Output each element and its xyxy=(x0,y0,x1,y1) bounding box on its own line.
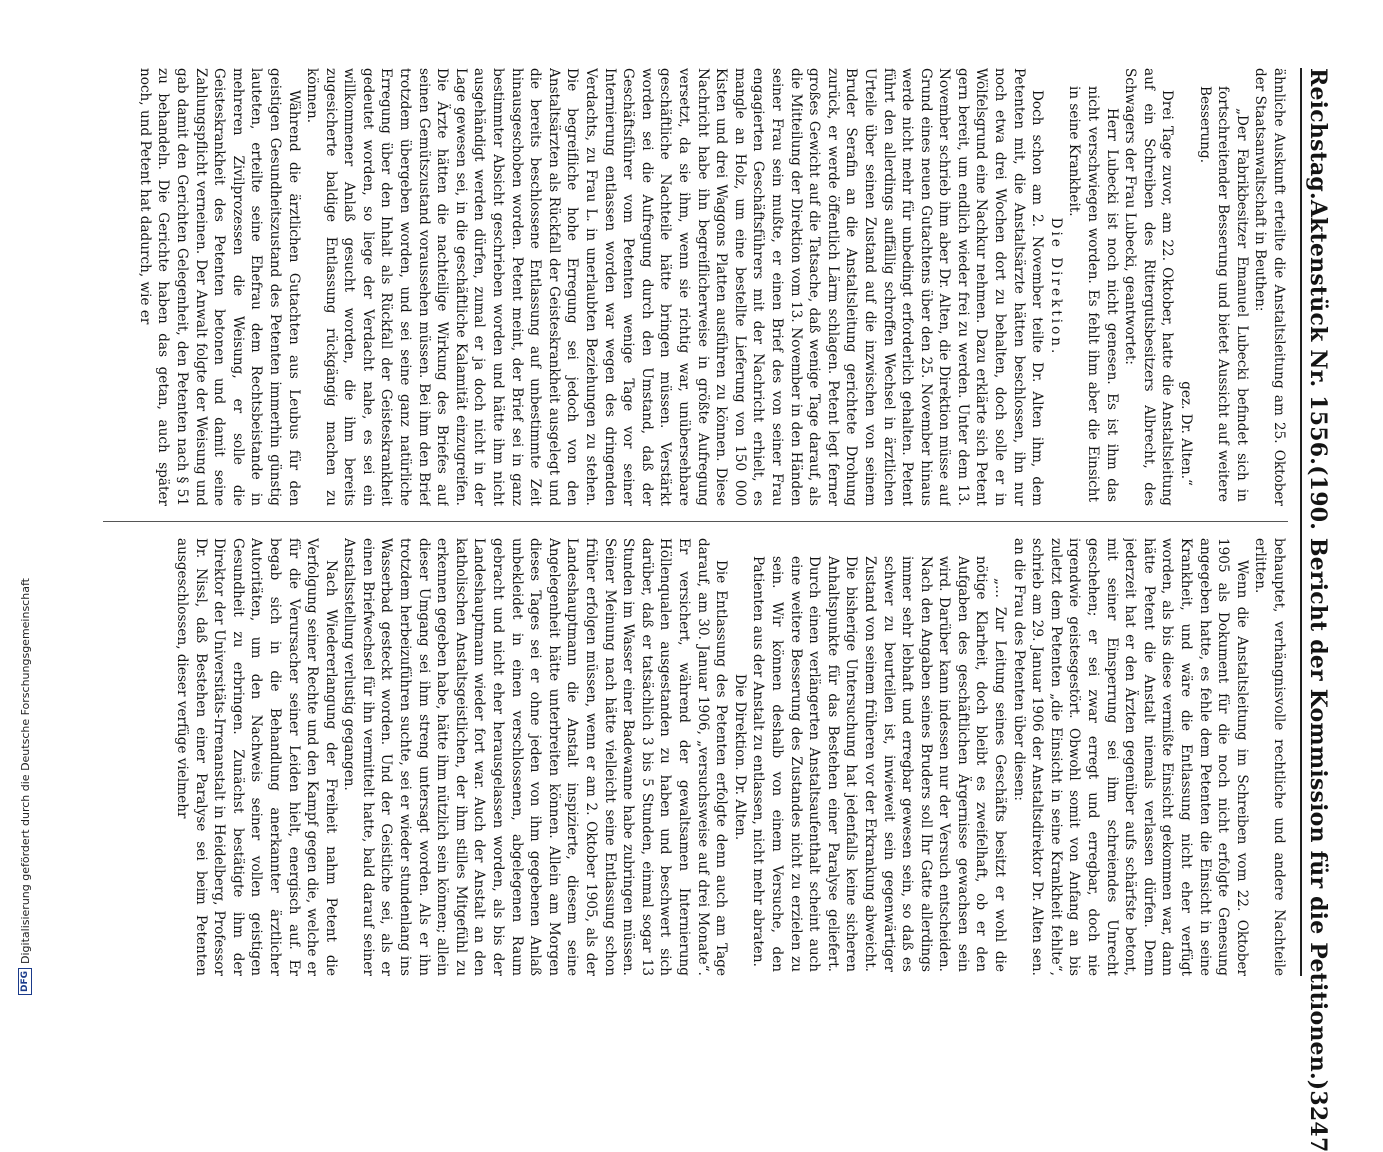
paragraph: ähnliche Auskunft erteilte die Anstaltsleitung am 25. Oktober der Staatsanwaltschaft in Beuthen: xyxy=(1252,68,1287,506)
credit-text: Digitalisierung gefördert durch die Deutsche Forschungsgemeinschaft xyxy=(18,578,32,964)
header-left: Reichstag. xyxy=(1305,68,1331,200)
paragraph: Herr Lubecki ist noch nicht genesen. Es ist ihm das nicht verschwiegen worden. Es fehlt ihm aber die Einsicht in seine Krankheit. xyxy=(1066,86,1120,502)
dfg-logo-icon: DFG xyxy=(18,968,32,995)
paragraph: „... Zur Leitung seines Geschäfts besitzt er wohl die nötige Klarheit, doch bleibt es zweifelhaft, ob er den Aufgaben des geschäftlichen Ärgernisse gewachsen sein wird. Darüber kann indessen nur der Versuch entscheiden. Nach den Angaben seines Bruders soll Ihr Gatte allerdings immer sehr lebhaft und erregbar gewesen sein, so daß es schwer zu beurteilen ist, inwieweit sein gegenwärtiger Zustand von seinem früheren vor der Erkrankung abweicht. Die bisherige Untersuchung hat jedenfalls keine sicheren Anhaltspunkte für das Bestehen einer Paralyse geliefert. Durch einen verlängerten Anstaltsaufenthalt scheint auch eine weitere Besserung des Zustandes nicht zu erzielen zu sein. Wir können deshalb von einem Versuche, den Patienten aus der Anstalt zu entlassen, nicht mehr abraten. xyxy=(750,556,1009,972)
paragraph: Wenn die Anstaltsleitung im Schreiben vom 22. Oktober 1905 als Dokument für die noch nicht erfolgte Genesung angegeben hatte, es fehle dem Petenten die Einsicht in seine Krankheit, und wäre die Entlassung nicht eher verfügt worden, als bis diese vermißte Einsicht gekommen war, dann hätte Petent die Anstalt niemals verlassen dürfen. Denn jederzeit hat er den Ärzten gegenüber aufs schärfste betont, mit seiner Einsperrung sei ihm schreiendes Unrecht geschehen; er sei zwar erregt und erregbar, doch nie irgendwie geistesgestört. Obwohl somit von Anfang an bis zuletzt dem Petenten „die Einsicht in seine Krankheit fehlte“, schrieb am 29. Januar 1906 der Anstaltsdirektor Dr. Alten sen. an die Frau des Petenten über diesen: xyxy=(1010,538,1250,976)
text-columns xyxy=(103,68,1288,976)
page-number: 3247 xyxy=(1305,1090,1331,1152)
paragraph: Die Direktion. Dr. Alten. xyxy=(731,673,748,841)
paragraph: gez. Dr. Alten.“ xyxy=(1178,381,1195,486)
header-right: (190. Bericht der Kommission für die Petitionen.) xyxy=(1305,465,1331,1091)
paragraph: Die Direktion. xyxy=(1047,217,1064,357)
paragraph: Die Entlassung des Petenten erfolgte denn auch am Tage darauf, am 30. Januar 1906, „versuchsweise auf drei Monate“. Er versichert, während der gewaltsamen Internierung Höllenqualen ausgestanden zu haben und beschwert sich darüber, daß er tatsächlich 3 bis 5 Stunden, einmal sogar 13 Stunden im Wasser einer Badewanne habe zubringen müssen. Seiner Meinung nach hätte vielleicht seine Entlassung schon früher erfolgen müssen, wenn er am 2. Oktober 1905, als der Landeshauptmann die Anstalt inspizierte, diesem seine Angelegenheit hätte unterbreiten können. Allein am Morgen dieses Tages sei er ohne jeden von ihm gegebenen Anlaß unbekleidet in einen verschlossenen, abgelegenen Raum gebracht und nicht eher herausgelassen worden, als bis der Landeshauptmann wieder fort war. Auch der Anstalt an den katholischen Anstaltsgeistlichen, der ihm stilles Mitgefühl zu erkennen gegeben habe, hätte ihm nützlich sein können; allein dieser Umgang sei ihm streng untersagt worden. Als er ihn trotzdem herbeizuführen suchte, sei er wieder stundenlang ins Wasserbad gesteckt worden. Und der Geistliche sei, als er einen Briefwechsel für ihn vermittelt hatte, bald darauf seiner Anstaltsstellung verlustig gegangen. xyxy=(341,538,730,976)
rotated-page-content xyxy=(95,68,1340,1152)
column-right xyxy=(103,538,1288,976)
paragraph: Doch schon am 2. November teilte Dr. Alten ihm, dem Petenten mit, die Anstaltsärzte hätten beschlossen, ihn nur noch etwa drei Wochen dort zu behalten, doch solle er in Wölfelsgrund eine Nachkur nehmen. Dazu erklärte sich Petent gern bereit, um endlich wieder frei zu werden. Unter dem 13. November schrieb ihm aber Dr. Alten, die Direktion müsse auf Grund eines neuen Gutachtens über den 25. November hinaus werde nicht mehr für unbedingt erforderlich gehalten. Petent führt den allerdings auffällig schroffen Wechsel in ärztlichen Urteile über seinen Zustand auf die inzwischen von seinem Bruder Serafin an die Anstaltsleitung gerichtete Drohung zurück, er werde öffentlich Lärm schlagen. Petent legt ferner großes Gewicht auf die Tatsache, daß wenige Tage darauf, als die Mitteilung der Direktion vom 13. November in den Händen seiner Frau sein mußte, er einen Brief des von seiner Frau engagierten Geschäftsführers mit der Nachricht erhielt, es mangle an Holz, um eine bestellte Lieferung von 150 000 Kisten und drei Waggons Platten ausführen zu können. Diese Nachricht habe ihn begreiflicherweise in größte Aufregung versetzt, da sie ihm, wenn sie richtig war, unübersehbare geschäftliche Nachteile hätte bringen müssen. Verstärkt worden sei die Aufregung durch den Umstand, daß der Geschäftsführer vom Petenten wenige Tage vor seiner Internierung entlassen worden war wegen des dringenden Verdachts, zu Frau L. in unerlaubten Beziehungen zu stehen. Die begreifliche hohe Erregung sei jedoch von den Anstaltsärzten als Rückfall der Geisteskrankheit ausgelegt und die bereits beschlossene Entlassung auf unbestimmte Zeit hinausgeschoben worden. Petent meint, der Brief sei in ganz bestimmter Absicht geschrieben worden und hätte ihm nicht ausgehändigt werden dürfen, zumal er ja doch nicht in der Lage gewesen sei, in die geschäftliche Kalamität einzugreifen. Die Ärzte hätten die nachteilige Wirkung des Briefes auf seinen Gemütszustand voraussehen müssen. Bei ihm den Brief trotzdem übergeben worden, und sei seine ganz natürliche Erregung über den Inhalt als Rückfall der Geisteskrankheit gedeutet worden, so liege der Verdacht nahe, es sei ein willkommener Anlaß gesucht worden, die ihm bereits zugesicherte baldige Entlassung rückgängig machen zu können. xyxy=(304,68,1046,506)
paragraph: Während die ärztlichen Gutachten aus Leubus für den geistigen Gesundheitszustand des Petenten immerhin günstig lauteten, erteilte seine Ehefrau dem Rechtsbeistande in mehreren Zivilprozessen die Weisung, er solle die Geisteskrankheit des Petenten betonen und damit seine Zahlungspflicht verneinen. Der Anwalt folgte der Weisung und gab damit den Gerichten Gelegenheit, den Petenten nach § 51 zu behandeln. Die Gerichte haben das getan, auch später noch, und Petent hat dadurch, wie er xyxy=(136,68,302,506)
column-divider xyxy=(103,521,1288,522)
paragraph: behauptet, verhängnisvolle rechtliche und andere Nachteile erlitten. xyxy=(1252,538,1287,976)
digitization-credit xyxy=(18,578,32,995)
paragraph: „Der Fabrikbesitzer Emanuel Lubecki befindet sich in fortschreitender Besserung und bietet Aussicht auf weitere Besserung. xyxy=(1196,86,1250,502)
running-head xyxy=(1300,68,1340,1152)
header-center: Aktenstück Nr. 1556. xyxy=(1305,199,1331,466)
column-left xyxy=(103,68,1288,506)
paragraph: Nach Wiedererlangung der Freiheit nahm Petent die Verfolgung seiner Rechte und den Kampf gegen die, welche er für die Verursacher seiner Leiden hielt, energisch auf. Er begab sich in die Behandlung anerkannter ärztlicher Autoritäten, um den Nachweis seiner vollen geistigen Gesundheit zu erbringen. Zunächst bestätigte ihm der Direktor der Universitäts-Irrenanstalt in Heidelberg, Professor Dr. Nissl, daß Bestehen einer Paralyse sei beim Petenten ausgeschlossen, dieser verfüge vielmehr xyxy=(173,538,339,976)
paragraph: Drei Tage zuvor, am 22. Oktober, hatte die Anstaltsleitung auf ein Schreiben des Rittergutsbesitzers Albrecht, des Schwagers der Frau Lubecki, geantwortet: xyxy=(1122,68,1176,506)
